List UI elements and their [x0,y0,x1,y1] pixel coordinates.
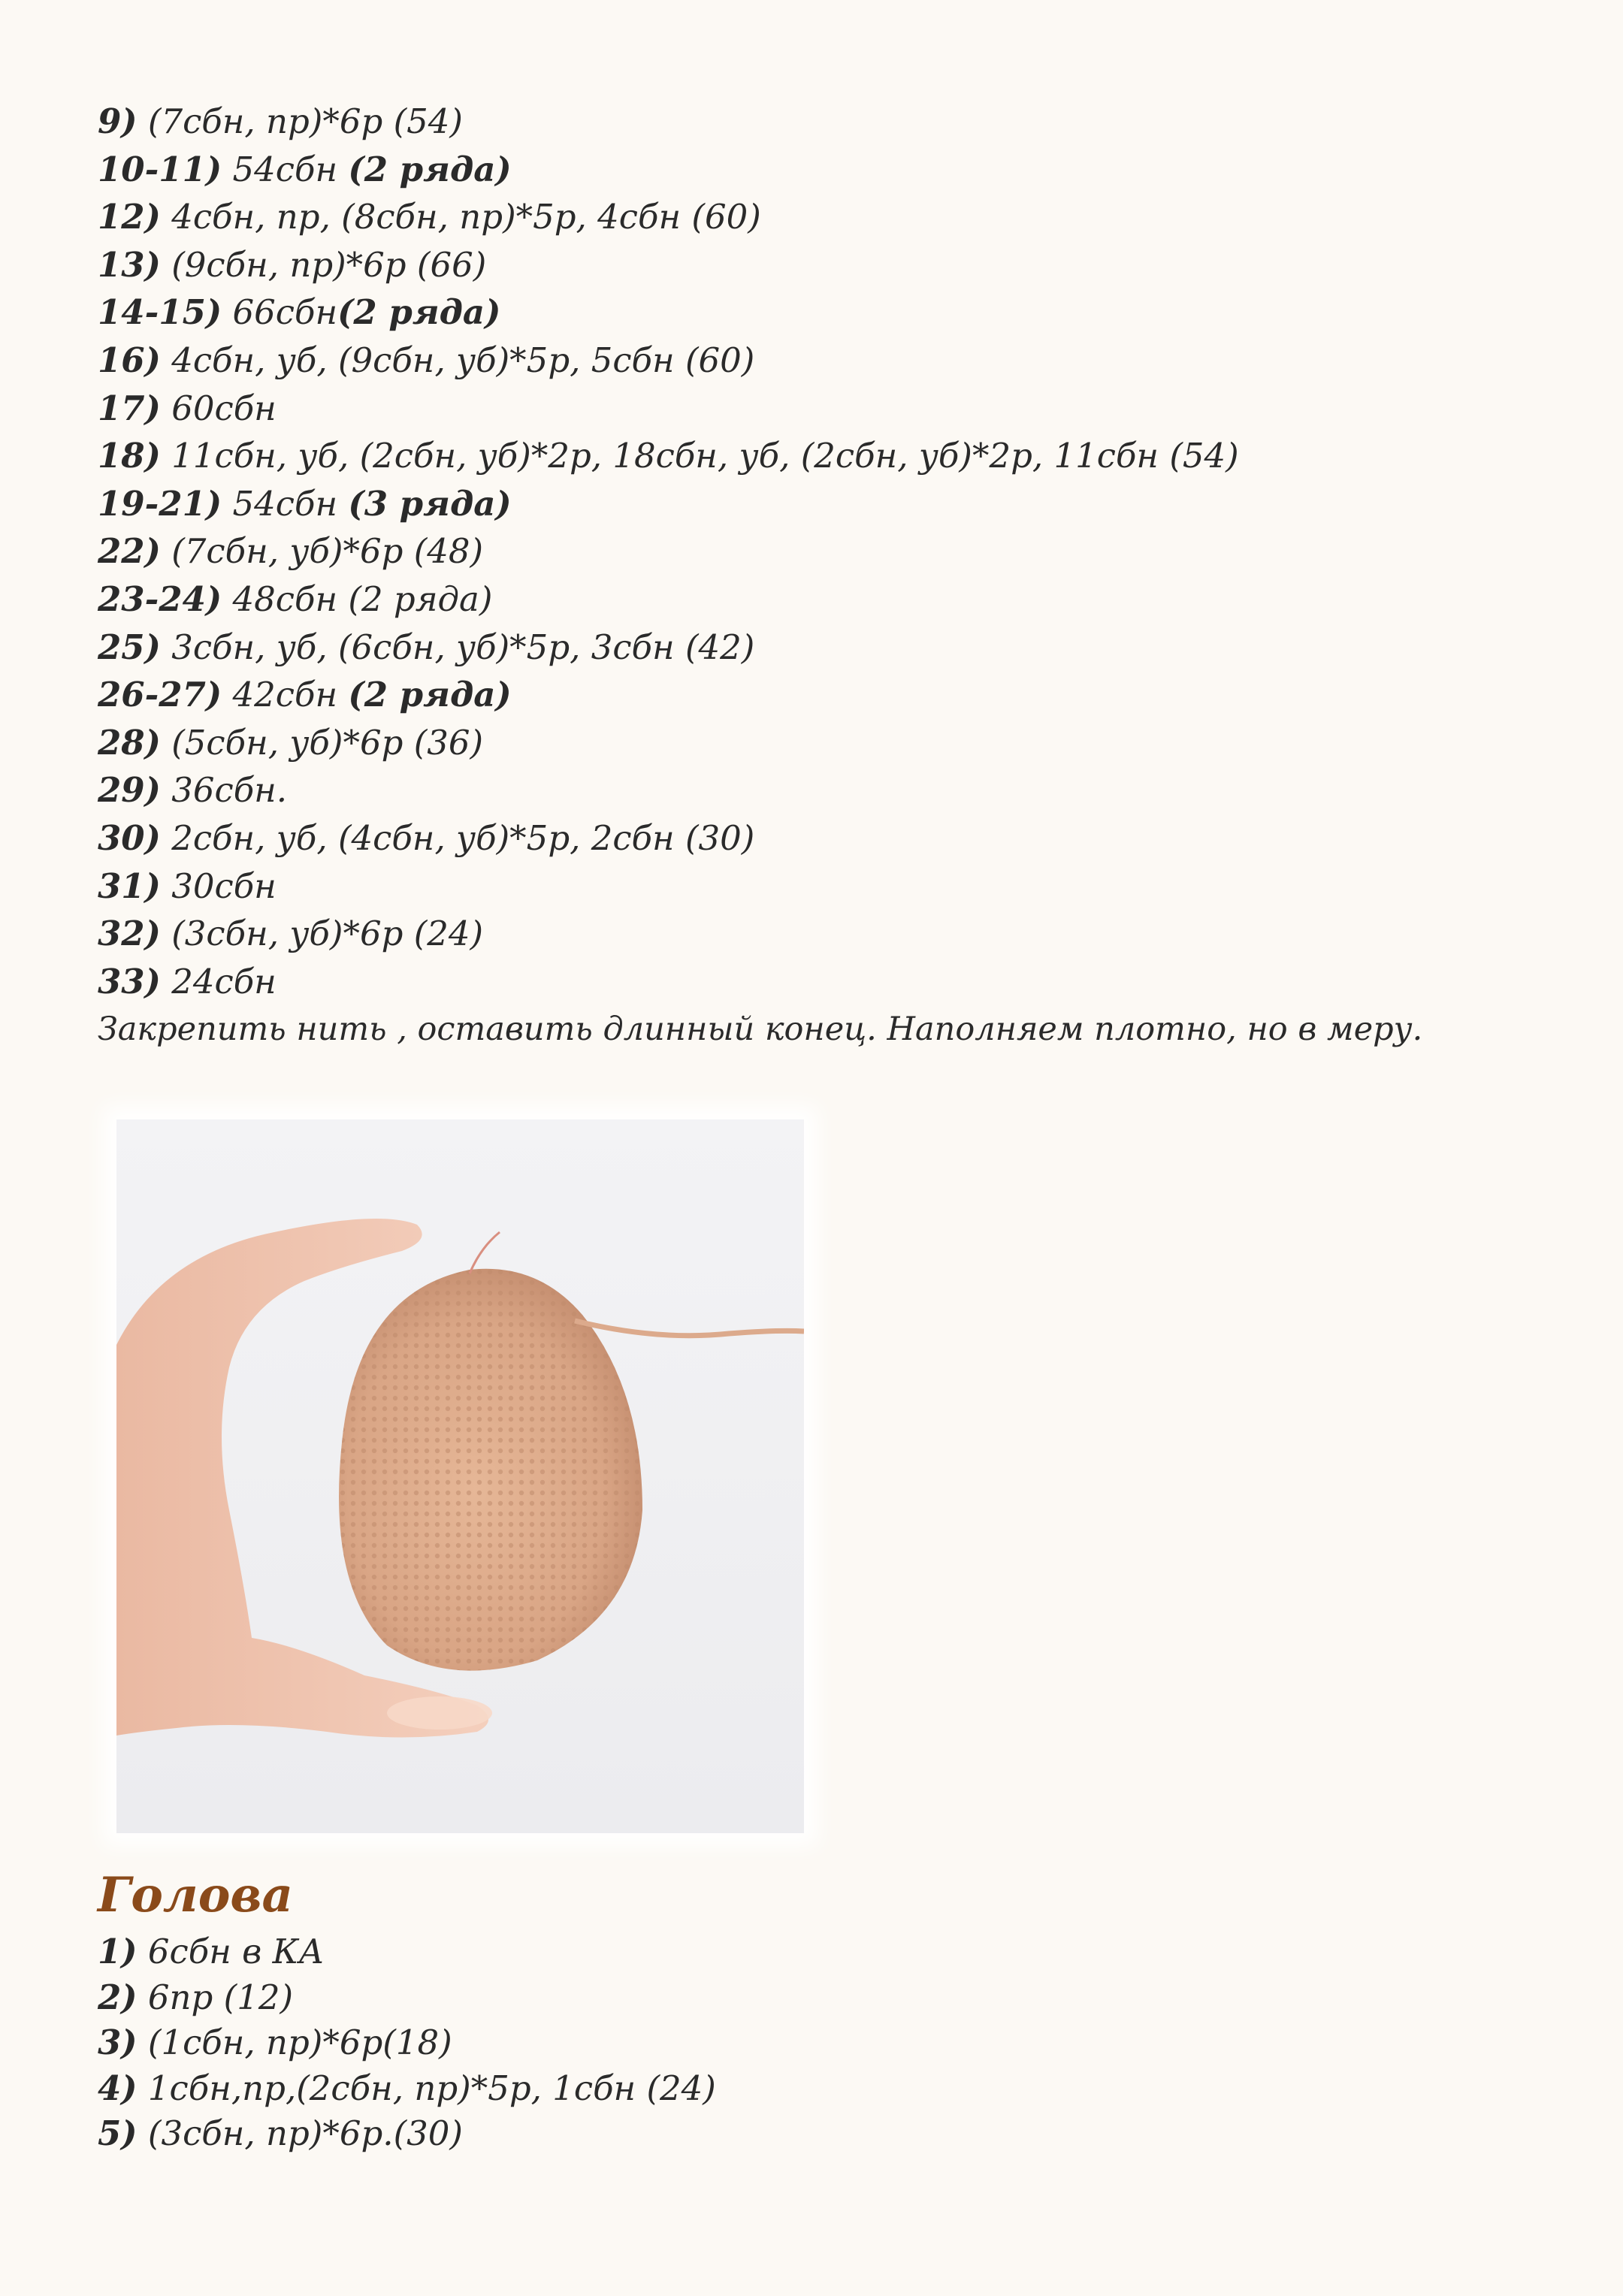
row-text: 6сбн в КА [137,1932,325,1971]
row-text: 36сбн. [160,770,288,811]
pattern-row [98,671,1570,719]
pattern-row [98,576,1570,624]
pattern-row [98,863,1570,911]
row-text: 6пр (12) [137,1977,294,2017]
pattern-row [98,480,1570,528]
row-number: 32) [98,914,161,954]
pattern-row [98,958,1570,1006]
row-number: 9) [98,101,138,141]
head-pattern-row [98,1929,1570,1975]
finishing-note: Закрепить нить , оставить длинный конец. Наполняем плотно, но в меру. [98,1011,1423,1049]
row-number: 16) [98,340,161,380]
crochet-body-photo [116,1119,804,1833]
row-text: 54сбн [222,149,349,189]
head-instruction-rows [98,1929,1570,2157]
row-number: 26-27) [98,675,222,715]
row-text: 2сбн, уб, (4сбн, уб)*5р, 2сбн (30) [160,817,755,858]
row-number: 18) [98,436,161,476]
row-emphasis: (3 ряда) [348,483,512,524]
row-number: 28) [98,722,161,763]
row-number: 31) [98,866,161,906]
row-number: 12) [98,197,161,237]
row-text: 11сбн, уб, (2сбн, уб)*2р, 18сбн, уб, (2сбн, уб)*2р, 11сбн (54) [160,436,1239,476]
row-number: 3) [98,2023,138,2062]
row-text: (3сбн, уб)*6р (24) [160,914,484,954]
row-text: 1сбн,пр,(2сбн, пр)*5р, 1сбн (24) [137,2068,716,2108]
row-number: 2) [98,1977,138,2017]
instruction-rows [98,98,1570,1053]
row-number: 1) [98,1932,138,1971]
row-text: 3сбн, уб, (6сбн, уб)*5р, 3сбн (42) [160,627,755,667]
row-text: 60сбн [160,388,277,428]
row-number: 14-15) [98,292,222,333]
head-pattern-row [98,2066,1570,2112]
row-number: 5) [98,2113,138,2153]
pattern-row [98,814,1570,863]
head-pattern-row [98,2020,1570,2066]
row-number: 19-21) [98,483,222,524]
pattern-row [98,766,1570,814]
row-text: 4сбн, уб, (9сбн, уб)*5р, 5сбн (60) [160,340,755,380]
row-text: 30сбн [160,866,277,906]
head-pattern-row [98,2111,1570,2157]
pattern-row [98,624,1570,672]
pattern-row [98,289,1570,337]
row-text: (5сбн, уб)*6р (36) [160,722,484,763]
row-number: 30) [98,817,161,858]
row-text: 66сбн [222,292,338,333]
thumb-nail [387,1696,492,1730]
pattern-row [98,719,1570,767]
pattern-row [98,432,1570,480]
row-text: (7сбн, пр)*6р (54) [137,101,463,141]
row-text: (7сбн, уб)*6р (48) [160,531,484,572]
row-text: (9сбн, пр)*6р (66) [160,244,487,285]
pattern-row [98,527,1570,576]
pattern-row [98,193,1570,241]
row-number: 13) [98,244,161,285]
row-text: 42сбн [222,675,349,715]
row-number: 4) [98,2068,138,2108]
row-number: 10-11) [98,149,222,189]
row-emphasis: (2 ряда) [348,149,512,189]
row-emphasis: (2 ряда) [348,675,512,715]
pattern-row [98,98,1570,146]
row-text: (3сбн, пр)*6р.(30) [137,2113,463,2153]
row-number: 23-24) [98,579,222,619]
pattern-row [98,337,1570,385]
row-text: (1сбн, пр)*6р(18) [137,2023,452,2062]
row-emphasis: (2 ряда) [337,292,501,333]
pattern-row [98,910,1570,958]
row-text: 4сбн, пр, (8сбн, пр)*5р, 4сбн (60) [160,197,761,237]
crochet-ball-illustration [116,1119,804,1833]
pattern-row [98,385,1570,433]
pattern-row [98,146,1570,194]
row-text: 24сбн [160,961,277,1001]
row-text: 54сбн [222,483,349,524]
pattern-row [98,241,1570,289]
row-number: 22) [98,531,161,572]
row-number: 33) [98,961,161,1001]
section-heading-head: Голова [98,1867,293,1923]
row-text: 48сбн (2 ряда) [222,579,493,619]
row-number: 29) [98,770,161,811]
head-pattern-row [98,1975,1570,2021]
row-number: 17) [98,388,161,428]
row-number: 25) [98,627,161,667]
